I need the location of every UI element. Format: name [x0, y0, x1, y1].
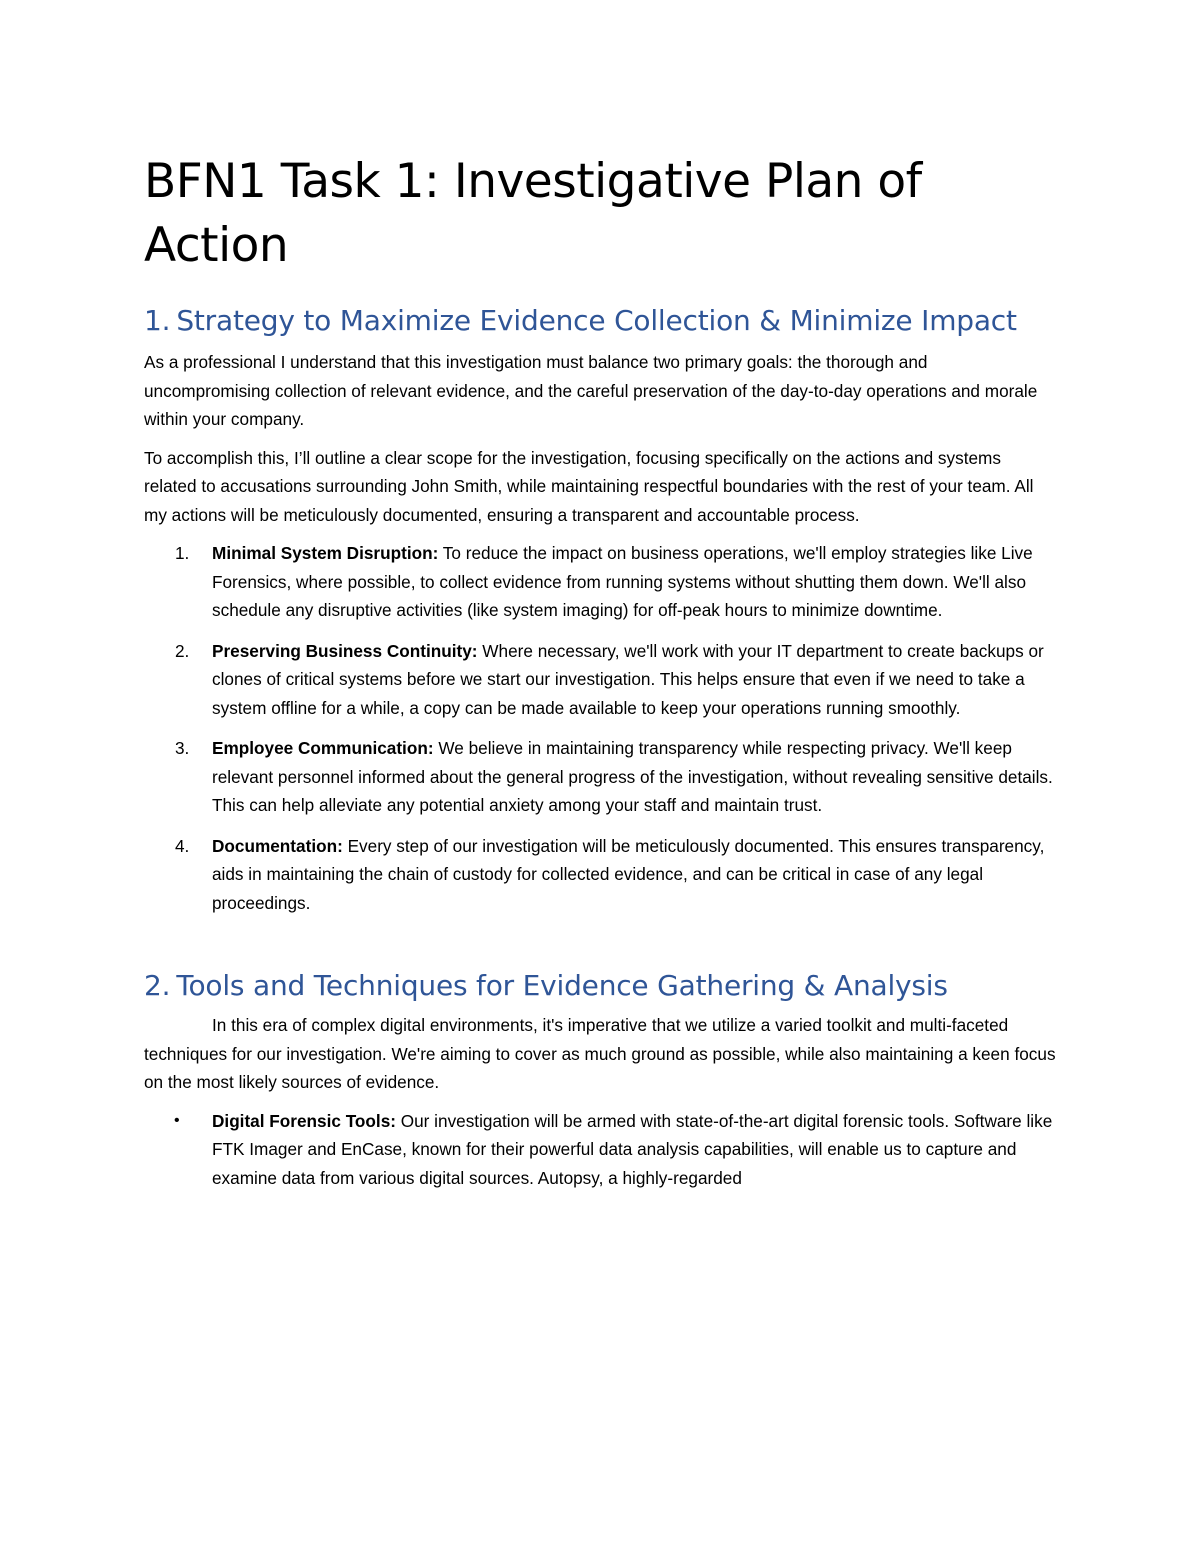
- section-tools: [144, 967, 1056, 1192]
- numbered-list: [144, 539, 1056, 917]
- section-strategy: [144, 302, 1056, 917]
- list-item: [144, 1107, 1056, 1193]
- list-item-label: Digital Forensic Tools:: [212, 1110, 396, 1131]
- section-heading: [144, 967, 1056, 1005]
- bullet-marker: •: [174, 1111, 180, 1129]
- paragraph: As a professional I understand that this investigation must balance two primary goals: the thorough and uncompromising collection of relevant evidence, and the careful preservation of the day-to-day operations and morale within your company.: [144, 352, 1038, 429]
- list-item: [144, 539, 1056, 625]
- section-heading: [144, 302, 1056, 340]
- section-heading-text: Strategy to Maximize Evidence Collection & Minimize Impact: [176, 304, 1017, 337]
- section-heading-text: Tools and Techniques for Evidence Gathering & Analysis: [176, 969, 948, 1002]
- document-page: [144, 150, 1056, 1204]
- list-item: [144, 734, 1056, 820]
- list-item-text: To reduce the impact on business operations, we'll employ strategies like Live Forensics, where possible, to collect evidence from running systems without shutting them down. We'll also schedule any disruptive activities (like system imaging) for off-peak hours to minimize downtime.: [212, 543, 1033, 620]
- list-item-label: Employee Communication:: [212, 738, 434, 758]
- list-marker: 4.: [175, 835, 190, 856]
- list-item-label: Preserving Business Continuity:: [212, 640, 478, 661]
- list-item-text: We believe in maintaining transparency while respecting privacy. We'll keep relevant personnel informed about the general progress of the investigation, without revealing sensitive details. This can help alleviate any potential anxiety among your staff and maintain trust.: [212, 738, 1053, 815]
- paragraph: To accomplish this, I’ll outline a clear scope for the investigation, focusing specifically on the actions and systems related to accusations surrounding John Smith, while maintaining respectful boundaries with the rest of your team. All my actions will be meticulously documented, ensuring a transparent and accountable process.: [144, 447, 1034, 525]
- document-title: BFN1 Task 1: Investigative Plan of Action: [144, 154, 922, 273]
- list-item: [144, 637, 1056, 723]
- paragraph: In this era of complex digital environments, it's imperative that we utilize a varied toolkit and multi-faceted techniques for our investigation. We're aiming to cover as much ground as possible, while also maintaining a keen focus on the most likely sources of evidence.: [144, 1015, 1056, 1092]
- list-item-text: Where necessary, we'll work with your IT department to create backups or clones of critical systems before we start our investigation. This helps ensure that even if we need to take a system offline for a while, a copy can be made available to keep your operations running smoothly.: [212, 640, 1044, 718]
- section-number: 2.: [144, 969, 171, 1002]
- list-item-text: Our investigation will be armed with state-of-the-art digital forensic tools. Software like FTK Imager and EnCase, known for their powerful data analysis capabilities, will enable us to capture and examine data from various digital sources. Autopsy, a highly-regarded: [212, 1110, 1053, 1188]
- list-item-label: Documentation:: [212, 835, 343, 856]
- list-marker: 2.: [175, 640, 190, 661]
- list-marker: 3.: [175, 738, 190, 758]
- list-marker: 1.: [175, 543, 190, 563]
- list-item: [144, 832, 1056, 918]
- list-item-text: Every step of our investigation will be meticulously documented. This ensures transparency, aids in maintaining the chain of custody for collected evidence, and can be critical in case of any legal proceedings.: [212, 835, 1045, 913]
- bullet-list: [144, 1107, 1056, 1193]
- list-item-label: Minimal System Disruption:: [212, 543, 439, 563]
- section-number: 1.: [144, 304, 171, 337]
